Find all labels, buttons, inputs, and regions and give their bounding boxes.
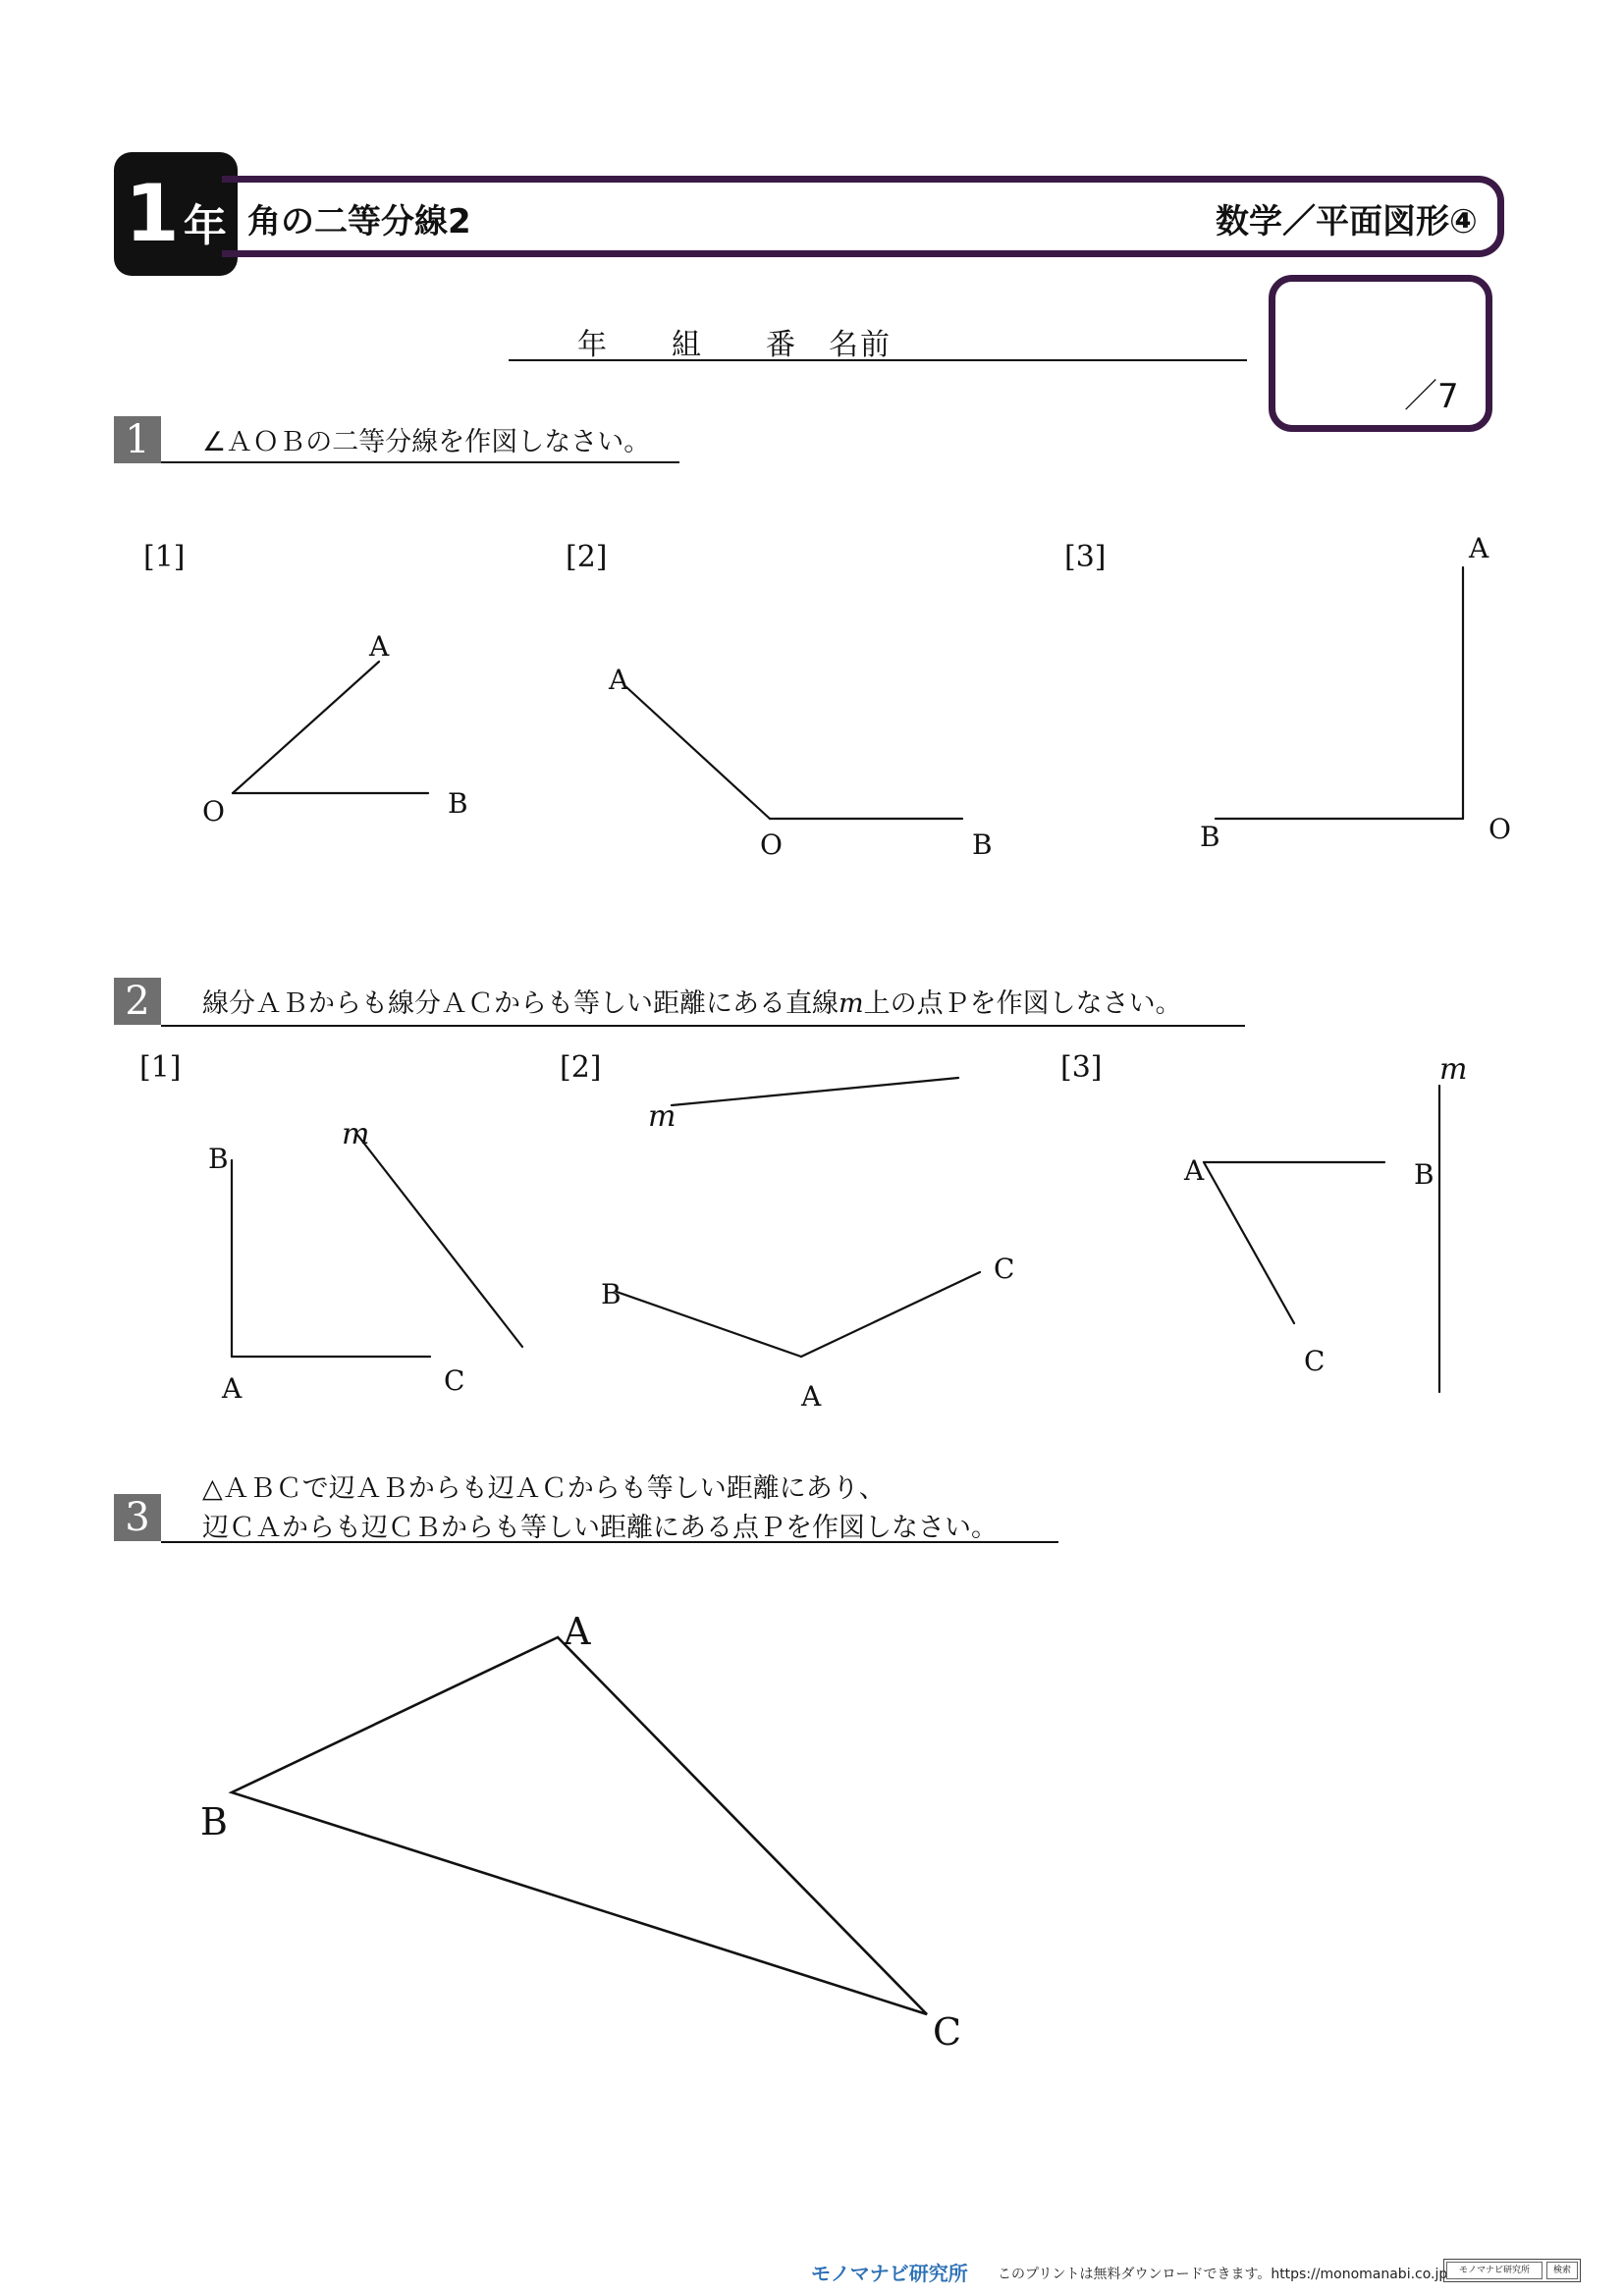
name-label: 年 組 番 名前 bbox=[577, 328, 892, 362]
q2-f1-point-b: B bbox=[208, 1143, 229, 1175]
footer-text: このプリントは無料ダウンロードできます。https://monomanabi.co.jp bbox=[998, 2267, 1448, 2282]
footer-search-button[interactable]: 検索 bbox=[1546, 2262, 1578, 2279]
q1-figure-2-label: [2] bbox=[566, 540, 608, 574]
q2-f3-line-m: m bbox=[1439, 1052, 1468, 1087]
q3-point-b: B bbox=[200, 1800, 228, 1843]
grade-number: 1 bbox=[125, 168, 180, 259]
footer-logo: モノマナビ研究所 bbox=[811, 2262, 968, 2285]
q2-f2-line-m bbox=[672, 1078, 958, 1105]
q2-f1-line-m bbox=[357, 1135, 522, 1347]
q3-point-a: A bbox=[564, 1610, 591, 1653]
q2-f2-segment-ab bbox=[617, 1292, 801, 1357]
q2-f3-point-c: C bbox=[1304, 1345, 1326, 1377]
question-3-text-line-2: 辺ＣＡからも辺ＣＢからも等しい距離にある点Ｐを作図しなさい。 bbox=[202, 1513, 998, 1543]
question-2-text-pre: 線分ＡＢからも線分ＡＣからも等しい距離にある直線 bbox=[202, 988, 839, 1019]
q2-f2-line-m: m bbox=[648, 1099, 677, 1134]
q2-f3-segment-ac bbox=[1204, 1162, 1294, 1323]
footer-search-box bbox=[1443, 2259, 1581, 2282]
q2-f1-line-m: m bbox=[342, 1117, 370, 1151]
q2-f1-point-c: C bbox=[444, 1364, 465, 1397]
q1-f2-ray-oa bbox=[626, 687, 770, 819]
q2-figure-1-label: [1] bbox=[139, 1050, 182, 1085]
question-number-1: 1 bbox=[114, 416, 161, 463]
q2-f3-point-b: B bbox=[1414, 1158, 1435, 1191]
q2-f2-point-b: B bbox=[601, 1278, 622, 1310]
question-2-text-post: 上の点Ｐを作図しなさい。 bbox=[863, 988, 1182, 1019]
q2-f3-point-a: A bbox=[1184, 1154, 1205, 1187]
q1-figure-1-label: [1] bbox=[143, 540, 186, 574]
q3-triangle-abc bbox=[232, 1637, 927, 2014]
q1-f1-point-a: A bbox=[369, 630, 390, 663]
q1-f3-point-b: B bbox=[1200, 821, 1220, 853]
q1-f2-point-b: B bbox=[972, 828, 993, 861]
q1-f3-point-a: A bbox=[1469, 532, 1489, 564]
q2-f2-point-c: C bbox=[994, 1253, 1015, 1285]
worksheet-title: 角の二等分線2 bbox=[247, 202, 471, 241]
q2-f1-point-a: A bbox=[222, 1372, 243, 1405]
grade-unit: 年 bbox=[183, 201, 227, 251]
q2-f2-segment-ac bbox=[801, 1272, 980, 1357]
q1-f2-point-o: O bbox=[760, 828, 783, 861]
q1-f3-point-o: O bbox=[1489, 813, 1511, 845]
q1-f2-point-a: A bbox=[609, 664, 629, 696]
question-3-text-line-1: △ＡＢＣで辺ＡＢからも辺ＡＣからも等しい距離にあり、 bbox=[202, 1473, 886, 1504]
q2-f2-point-a: A bbox=[801, 1380, 822, 1413]
q2-figure-2-label: [2] bbox=[560, 1050, 602, 1085]
q1-figure-3-label: [3] bbox=[1064, 540, 1107, 574]
score-total: ／7 bbox=[1404, 377, 1459, 416]
subject-label: 数学／平面図形④ bbox=[1216, 202, 1478, 241]
footer-search-input[interactable]: モノマナビ研究所 bbox=[1446, 2262, 1543, 2279]
question-2-text-var: m bbox=[839, 988, 864, 1019]
question-number-2: 2 bbox=[114, 978, 161, 1025]
question-number-3: 3 bbox=[114, 1494, 161, 1541]
question-1-text: ∠ＡＯＢの二等分線を作図しなさい。 bbox=[202, 427, 651, 457]
q1-f1-point-b: B bbox=[448, 787, 468, 820]
q2-figure-3-label: [3] bbox=[1060, 1050, 1103, 1085]
q3-point-c: C bbox=[933, 2010, 962, 2054]
q1-f1-point-o: O bbox=[202, 795, 225, 828]
q1-f1-ray-oa bbox=[233, 662, 379, 793]
